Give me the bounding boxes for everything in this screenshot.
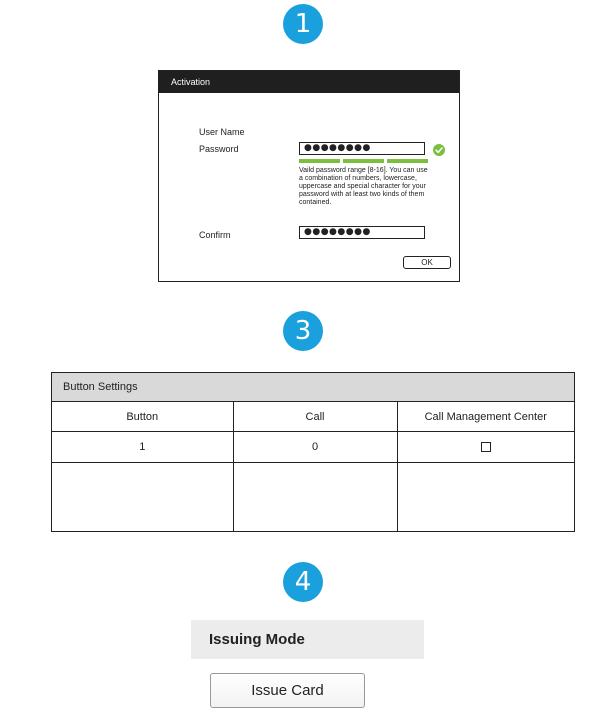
cell-call[interactable]: 0 [233,432,397,463]
activation-dialog [158,70,460,282]
password-input[interactable]: ●●●●●●●● [299,142,425,155]
dialog-title: Activation [159,71,459,93]
empty-cell [233,463,397,532]
user-name-label: User Name [199,127,245,137]
confirm-label: Confirm [199,230,231,240]
column-header-call: Call [233,402,397,432]
button-settings-title: Button Settings [52,373,574,402]
cell-call-management-center [397,432,574,463]
step-badge-1: 1 [283,4,323,44]
password-label: Password [199,144,239,154]
step-badge-3: 3 [283,311,323,351]
strength-segment [299,159,340,163]
table-row [52,432,574,463]
cell-button: 1 [52,432,233,463]
issue-card-button[interactable]: Issue Card [210,673,365,708]
password-strength-bar [299,159,428,163]
column-header-call-management-center: Call Management Center [397,402,574,432]
button-settings-table [52,402,574,531]
step-badge-4: 4 [283,562,323,602]
empty-cell [52,463,233,532]
password-hint: Vaild password range [8-16]. You can use a combination of numbers, lowercase, uppercase and special character for your password with at least two kinds of them contained. [299,167,428,206]
check-icon [433,144,445,156]
confirm-input[interactable]: ●●●●●●●● [299,226,425,239]
column-header-button: Button [52,402,233,432]
table-header-row [52,402,574,432]
button-settings-panel [51,372,575,532]
strength-segment [387,159,428,163]
empty-cell [397,463,574,532]
issuing-mode-label: Issuing Mode [191,620,424,659]
table-row-empty [52,463,574,532]
strength-segment [343,159,384,163]
call-management-center-checkbox[interactable] [481,442,491,452]
ok-button[interactable]: OK [403,256,451,269]
